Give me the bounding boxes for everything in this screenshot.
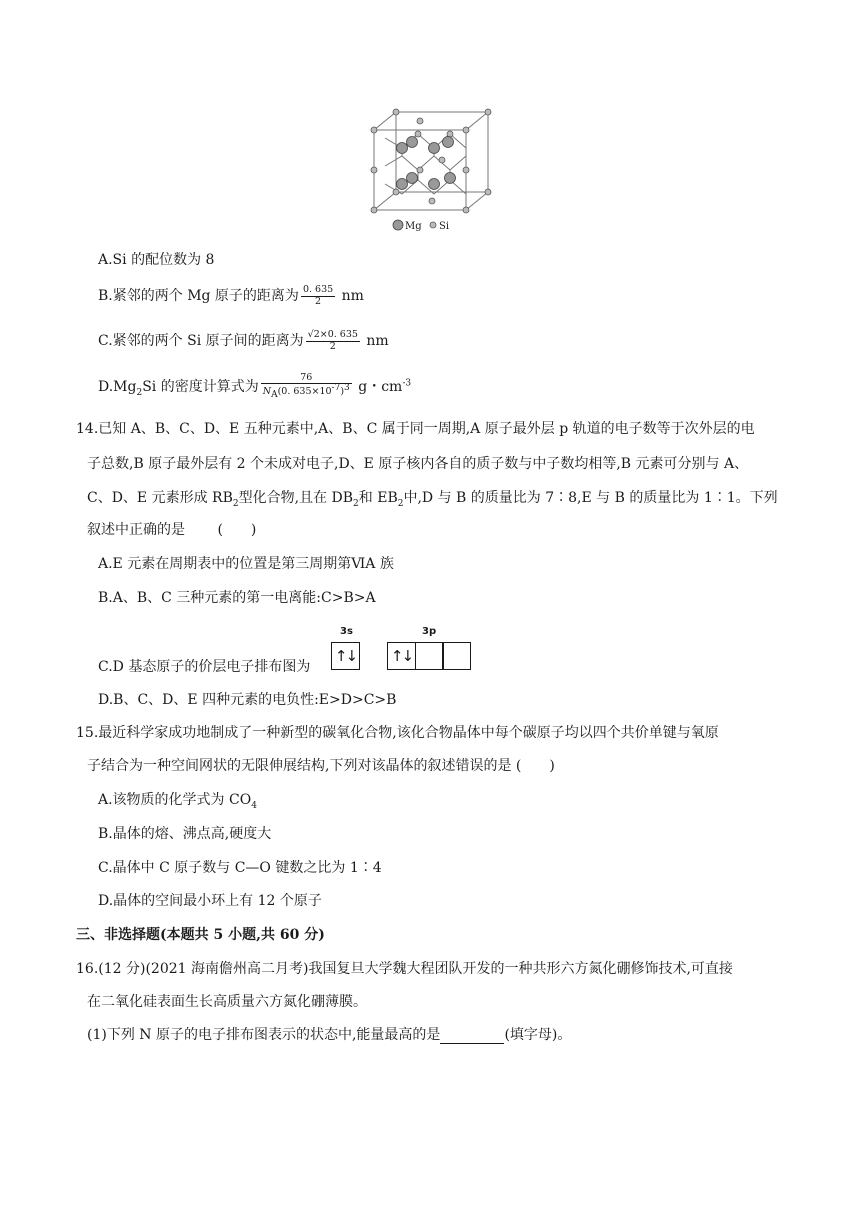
q13-option-d-fraction: $\frac{76}{N_A(0. 635\times 10^{-7})^3}$ [262,372,350,401]
q14-stem-line3: C、D、E 元素形成 $RB_2$型化合物,且在 $DB_2$和 $EB_2$中,D 与 B 的质量比为 7∶8,E 与 B 的质量比为 1∶1。下列 [87,490,778,509]
q13-option-b-unit: nm [341,288,364,304]
q13-option-b [98,285,364,307]
q15-option-d: D.晶体的空间最小环上有 12 个原子 [98,893,322,909]
answer-blank[interactable] [440,1030,504,1044]
mg-legend-label: Mg [405,221,422,232]
q15-stem-line1: 15.最近科学家成功地制成了一种新型的碳氧化合物,该化合物晶体中每个碳原子均以四个共价单键与氧原 [76,725,719,741]
orbital-3p-cell-2 [415,642,444,670]
q14-option-a: A.E 元素在周期表中的位置是第三周期第ⅥA 族 [98,556,394,572]
q15-option-b: B.晶体的熔、沸点高,硬度大 [98,826,272,842]
q14-option-b: B.A、B、C 三种元素的第一电离能:C>B>A [98,590,376,606]
q13-option-c-fraction: $\frac{√2\times 0. 635}{2}$ [307,329,358,352]
q14-stem-line2: 子总数,B 原子最外层有 2 个未成对电子,D、E 原子核内各自的质子数与中子数均相等,B 元素可分别与 A、 [87,456,749,472]
q15-option-c: C.晶体中 C 原子数与 C—O 键数之比为 1∶4 [98,860,382,876]
mg-legend-marker [393,220,403,230]
q13-option-b-fraction: $\frac{0. 635}{2}$ [302,284,334,307]
orbital-3s-cell: ↑↓ [331,642,360,670]
q16-sub1: (1)下列 N 原子的电子排布图表示的状态中,能量最高的是 (填字母)。 [87,1027,572,1043]
q14-stem-line1: 14.已知 A、B、C、D、E 五种元素中,A、B、C 属于同一周期,A 原子最外层 p 轨道的电子数等于次外层的电 [76,421,755,437]
q13-option-c-text: C.紧邻的两个 Si 原子间的距离为 [98,333,304,349]
q13-option-b-text: B.紧邻的两个 Mg 原子的距离为 [98,288,299,304]
q16-stem-line2: 在二氧化硅表面生长高质量六方氮化硼薄膜。 [87,994,367,1010]
q13-option-c [98,330,389,352]
orbital-label-3s: 3s [340,626,353,637]
si-legend-marker [430,222,436,228]
orbital-3p-cell-1: ↑↓ [387,642,416,670]
q15-stem-line2: 子结合为一种空间网状的无限伸展结构,下列对该晶体的叙述错误的是 ( ) [87,758,555,774]
orbital-3p-cell-3 [442,642,471,670]
q16-stem-line1: 16.(12 分)(2021 海南儋州高二月考)我国复旦大学魏大程团队开发的一种共形六方氮化硼修饰技术,可直接 [76,961,733,977]
orbital-box-3p [387,642,471,670]
q14-option-d: D.B、C、D、E 四种元素的电负性:E>D>C>B [98,692,397,708]
orbital-label-3p: 3p [422,626,437,637]
si-legend-label: Si [439,221,450,232]
mg2si-crystal-figure [366,108,496,232]
q13-option-c-unit: nm [366,333,389,349]
q14-option-c: C.D 基态原子的价层电子排布图为 [98,659,311,675]
q13-option-a: A.Si 的配位数为 8 [98,252,215,268]
q15-option-a: A.该物质的化学式为 $CO_4$ [98,792,257,811]
section3-heading: 三、非选择题(本题共 5 小题,共 60 分) [76,927,325,943]
orbital-box-3s [331,642,360,670]
q13-option-d: $D.Mg_2Si$ 的密度计算式为 $\frac{76}{N_A(0. 635\times 10^{-7})^3}$ g・$cm^{-3}$ [98,372,412,401]
q14-stem-line4: 叙述中正确的是 ( ) [87,522,257,538]
